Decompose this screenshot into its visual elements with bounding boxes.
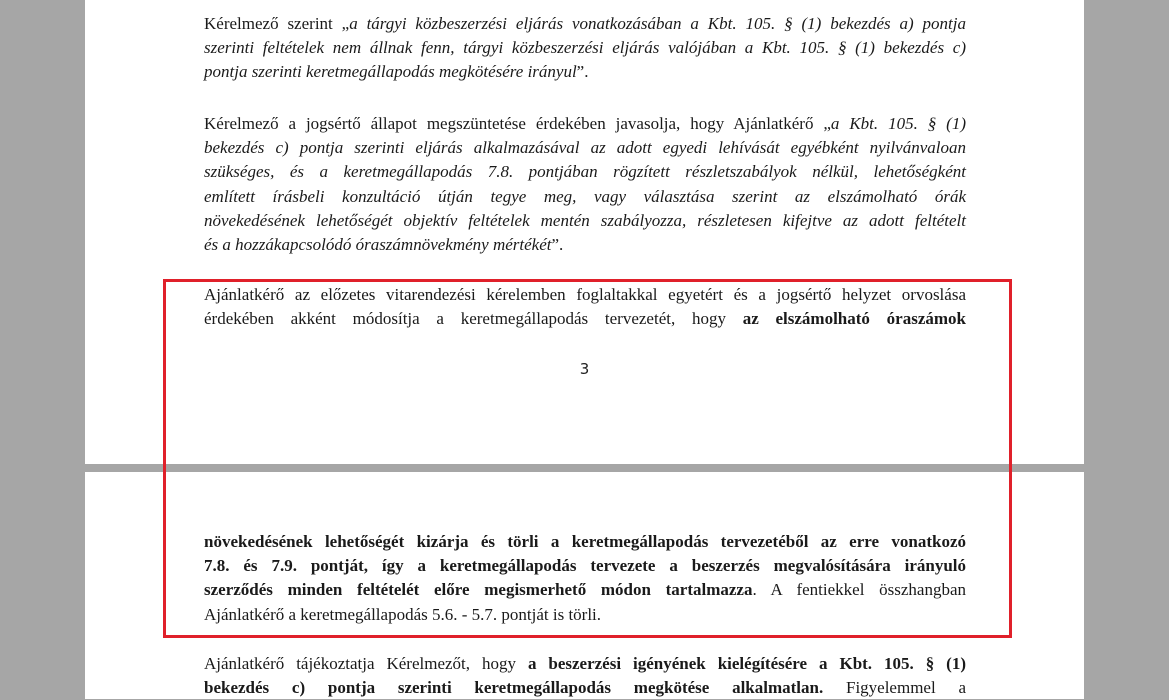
quoted-text: és a hozzákapcsolódó óraszámnövekmény mértékét: [204, 235, 552, 255]
bold-text: szerződés minden feltételét előre megismerhető módon tartalmazza: [204, 580, 753, 600]
text-run: Figyelemmel a: [823, 678, 966, 698]
paragraph-applicant-claim: [204, 12, 966, 85]
text-line: [204, 112, 966, 136]
quoted-text-line: szükséges, és a keretmegállapodás 7.8. pontjában rögzített részletszabályok nélkül, lehetőségként: [204, 162, 966, 182]
quoted-text: a tárgyi közbeszerzési eljárás vonatkozásában a Kbt. 105. § (1) bekezdés a) pontja: [349, 14, 966, 33]
quoted-text: pontja szerinti keretmegállapodás megkötésére irányul: [204, 62, 577, 82]
text-run: . A fentiekkel összhangban: [752, 580, 966, 600]
paragraph-response-continued: [204, 530, 966, 627]
text-run: Kérelmező a jogsértő állapot megszüntetése érdekében javasolja, hogy Ajánlatkérő „: [204, 114, 831, 133]
text-run: Ajánlatkérő tájékoztatja Kérelmezőt, hogy: [204, 654, 528, 673]
paragraph-contracting-authority-response: [204, 283, 966, 331]
quoted-text-line: növekedésének lehetőségét objektív feltételek mentén szabályozza, részletesen kifejtve az adott feltételt: [204, 210, 966, 230]
text-line: [204, 307, 966, 331]
paragraph-applicant-proposal: [204, 112, 966, 257]
text-line: [204, 233, 966, 257]
text-line: [204, 652, 966, 676]
bold-text-line: növekedésének lehetőségét kizárja és törli a keretmegállapodás tervezetéből az erre vonatkozó: [204, 532, 966, 551]
text-run: Kérelmező szerint „: [204, 14, 350, 33]
document-page-3: [85, 0, 1084, 464]
quoted-text: a Kbt. 105. § (1): [830, 114, 966, 133]
quoted-text-line: szerinti feltételek nem állnak fenn, tárgyi közbeszerzési eljárás valójában a Kbt. 105. § (1) bekezdés c): [204, 38, 966, 58]
bold-text: bekezdés c) pontja szerinti keretmegállapodás megkötése alkalmatlan.: [204, 678, 824, 698]
bold-text: az elszámolható óraszámok: [742, 309, 966, 329]
text-line: [204, 12, 966, 36]
page-number: 3: [579, 360, 590, 378]
text-run: ”.: [576, 62, 589, 82]
text-run: érdekében akként módosítja a keretmegállapodás tervezetét, hogy: [204, 309, 743, 329]
paragraph-authority-notice: [204, 652, 966, 700]
text-line: Ajánlatkérő a keretmegállapodás 5.6. - 5.7. pontját is törli.: [204, 604, 602, 624]
text-line: [204, 578, 966, 602]
text-run: ”.: [551, 235, 564, 255]
text-line: [204, 676, 966, 700]
document-page-4: [85, 472, 1084, 699]
bold-text: a beszerzési igényének kielégítésére a Kbt. 105. § (1): [527, 654, 966, 673]
text-line: [204, 60, 966, 84]
bold-text-line: 7.8. és 7.9. pontját, így a keretmegállapodás tervezete a beszerzés megvalósítására irányuló: [204, 556, 966, 576]
text-line: Ajánlatkérő az előzetes vitarendezési kérelemben foglaltakkal egyetért és a jogsértő helyzet orvoslása: [204, 285, 966, 304]
quoted-text-line: bekezdés c) pontja szerinti eljárás alkalmazásával az adott egyedi lehívását egyébként nyilvánvaloan: [204, 138, 966, 158]
quoted-text-line: említett írásbeli konzultáció útján tegye meg, vagy választása szerint az elszámolható órák: [204, 186, 966, 206]
